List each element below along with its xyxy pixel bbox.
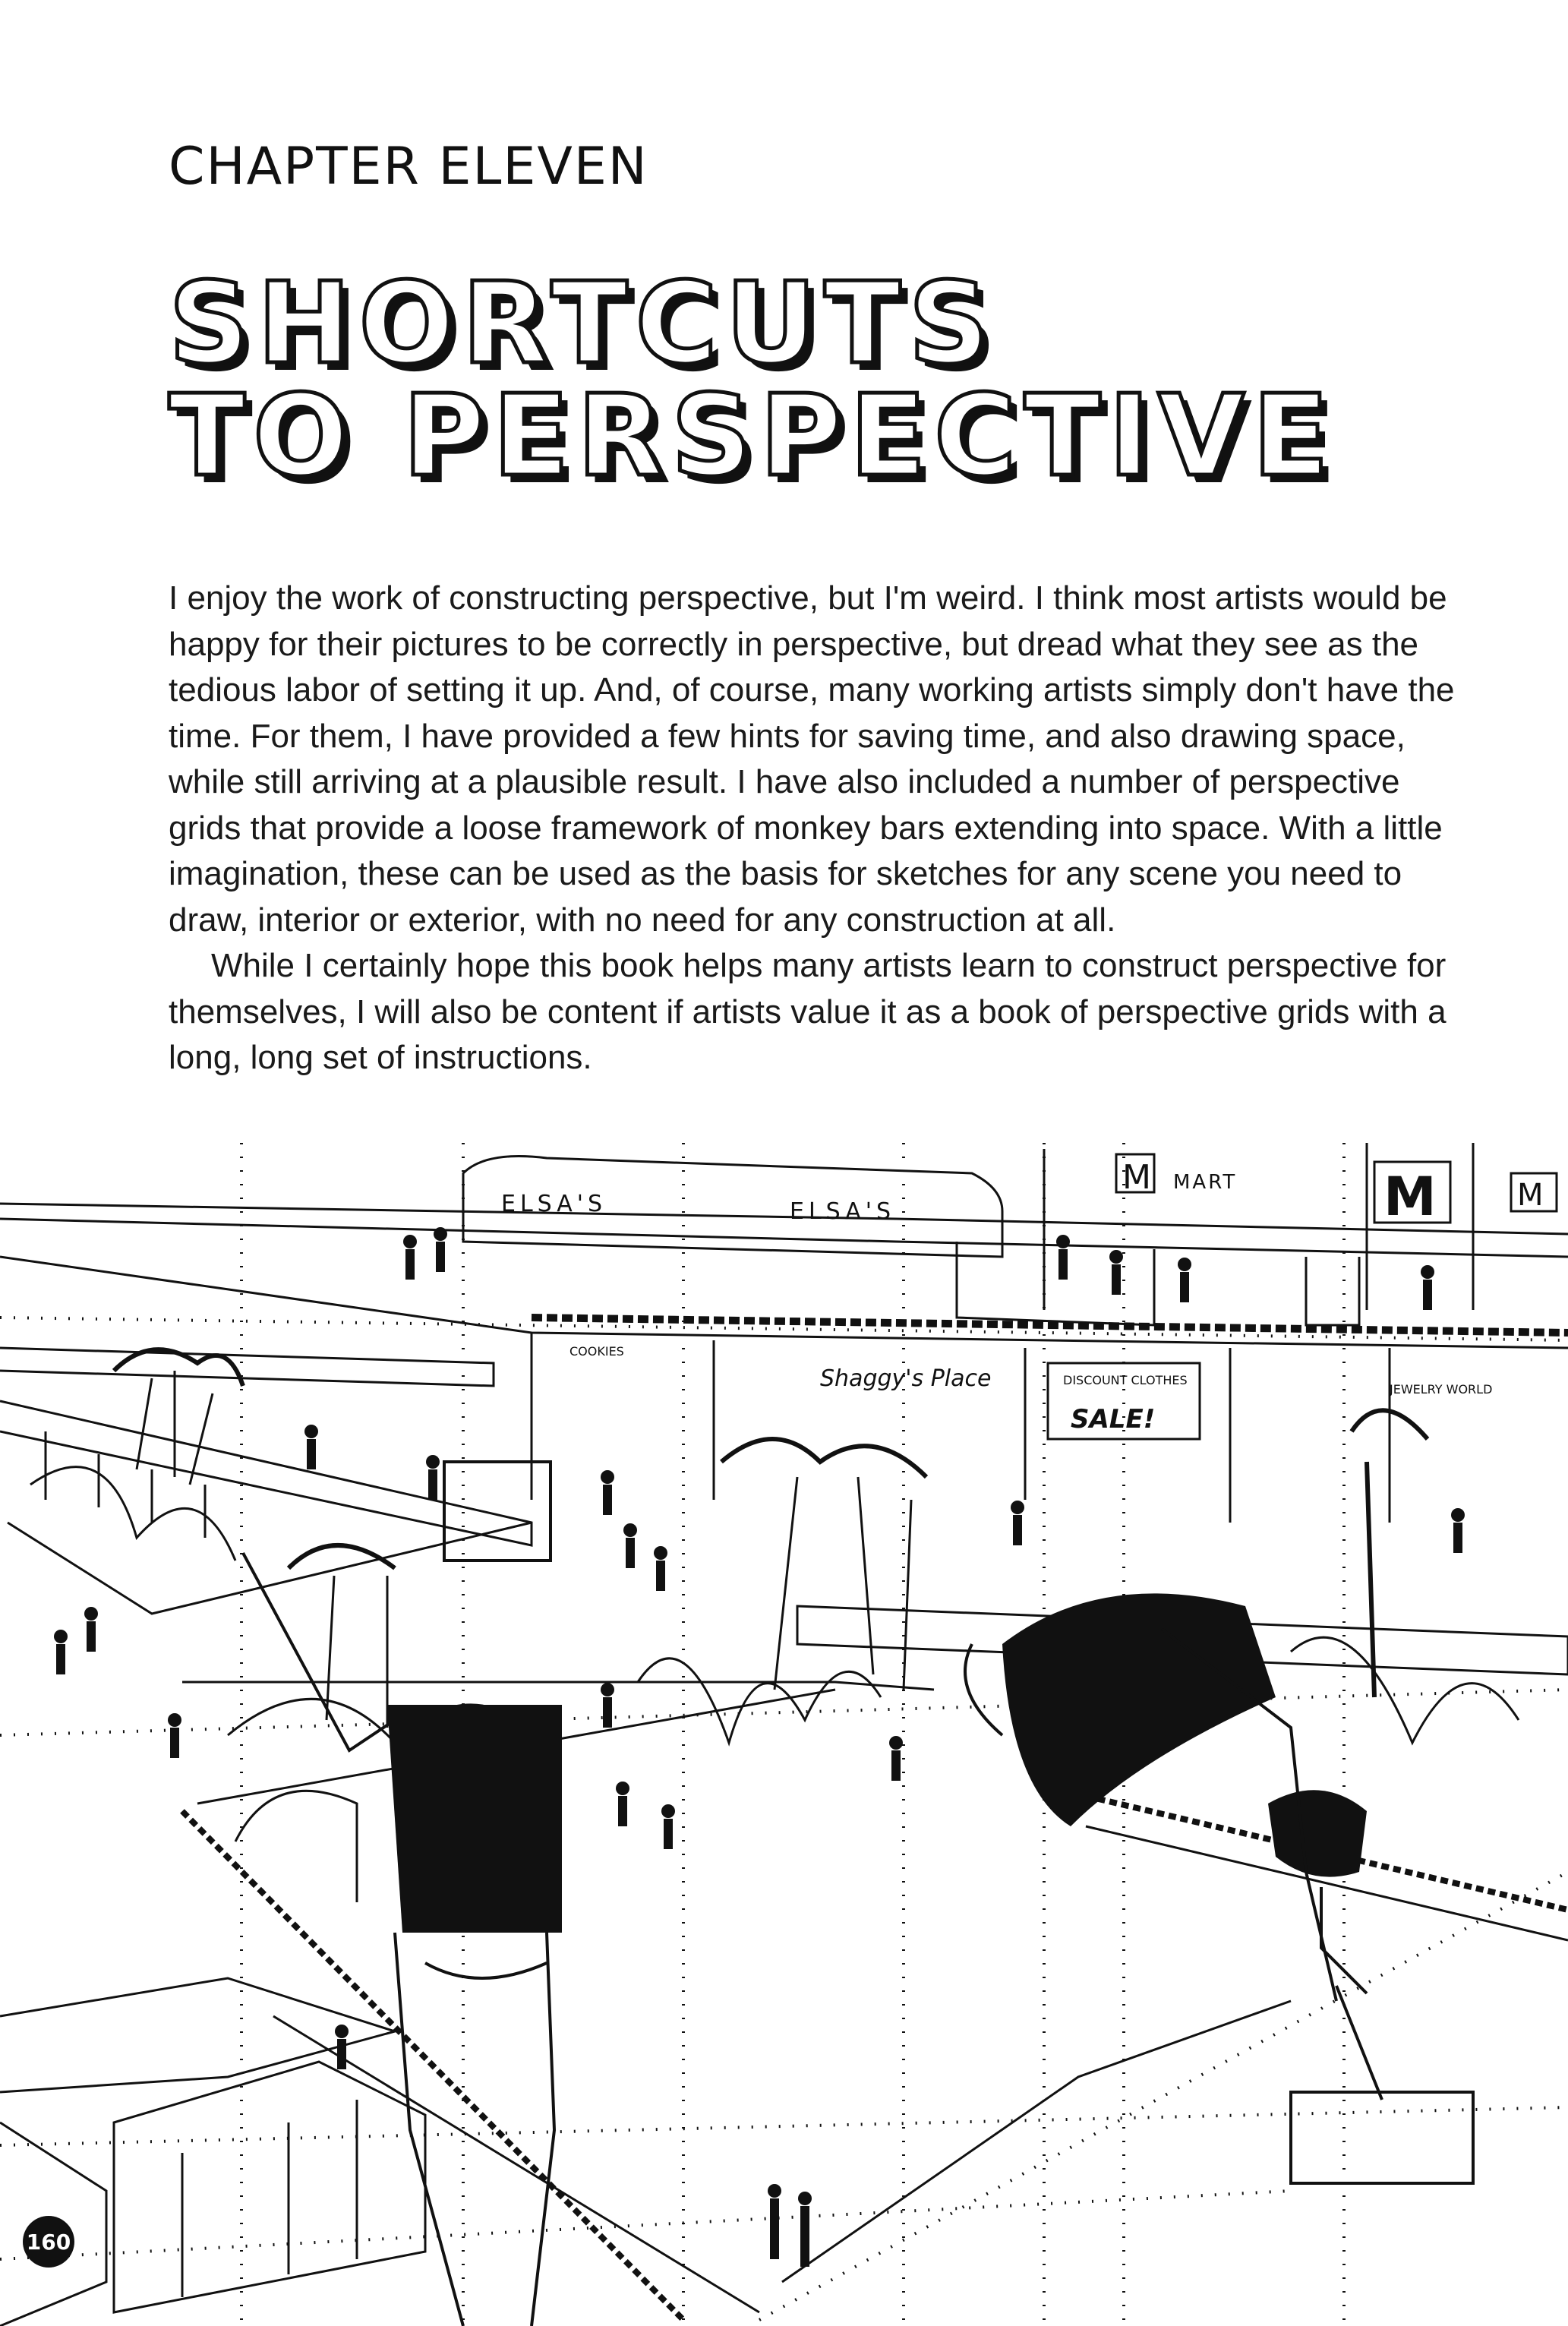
sign-m-big: M — [1383, 1166, 1437, 1228]
sign-discount-clothes: DISCOUNT CLOTHES — [1063, 1373, 1188, 1387]
body-text — [169, 576, 1459, 1081]
title-line-2: TO PERSPECTIVE — [169, 371, 1337, 501]
sign-elsas-1: ELSA'S — [501, 1191, 607, 1217]
title-line-1: SHORTCUTS — [169, 258, 997, 389]
sign-cookies: COOKIES — [569, 1344, 624, 1359]
sign-shaggys-place: Shaggy's Place — [820, 1365, 992, 1392]
page-number: 160 — [23, 2216, 74, 2268]
sign-sale: SALE! — [1071, 1404, 1156, 1434]
chapter-label: CHAPTER ELEVEN — [169, 137, 648, 197]
sign-m-right: M — [1517, 1178, 1544, 1213]
sign-mart-letter: M — [1122, 1158, 1151, 1197]
chapter-title — [169, 258, 1337, 501]
sign-mart: MART — [1173, 1171, 1238, 1194]
paragraph-2: While I certainly hope this book helps many artists learn to construct perspective for themselves, I will also be content if artists value it as a book of perspective grids with a long, long set of instructions. — [169, 947, 1447, 1076]
sign-elsas-2: ELSA'S — [790, 1198, 896, 1225]
paragraph-1: I enjoy the work of constructing perspective, but I'm weird. I think most artists would be happy for their pictures to be correctly in perspective, but dread what they see as the tedious labor of setting it up. And, of course, many working artists simply don't have the time. For them, I have provided a few hints for saving time, and also drawing space, while still arriving at a plausible result. I have also included a number of perspective grids that provide a loose framework of monkey bars extending into space. With a little imagination, these can be used as the basis for sketches for any scene you need to draw, interior or exterior, with no need for any construction at all. — [169, 579, 1455, 939]
sign-jewelry-world: JEWELRY WORLD — [1390, 1382, 1493, 1397]
mall-perspective-illustration — [0, 1143, 1568, 2326]
